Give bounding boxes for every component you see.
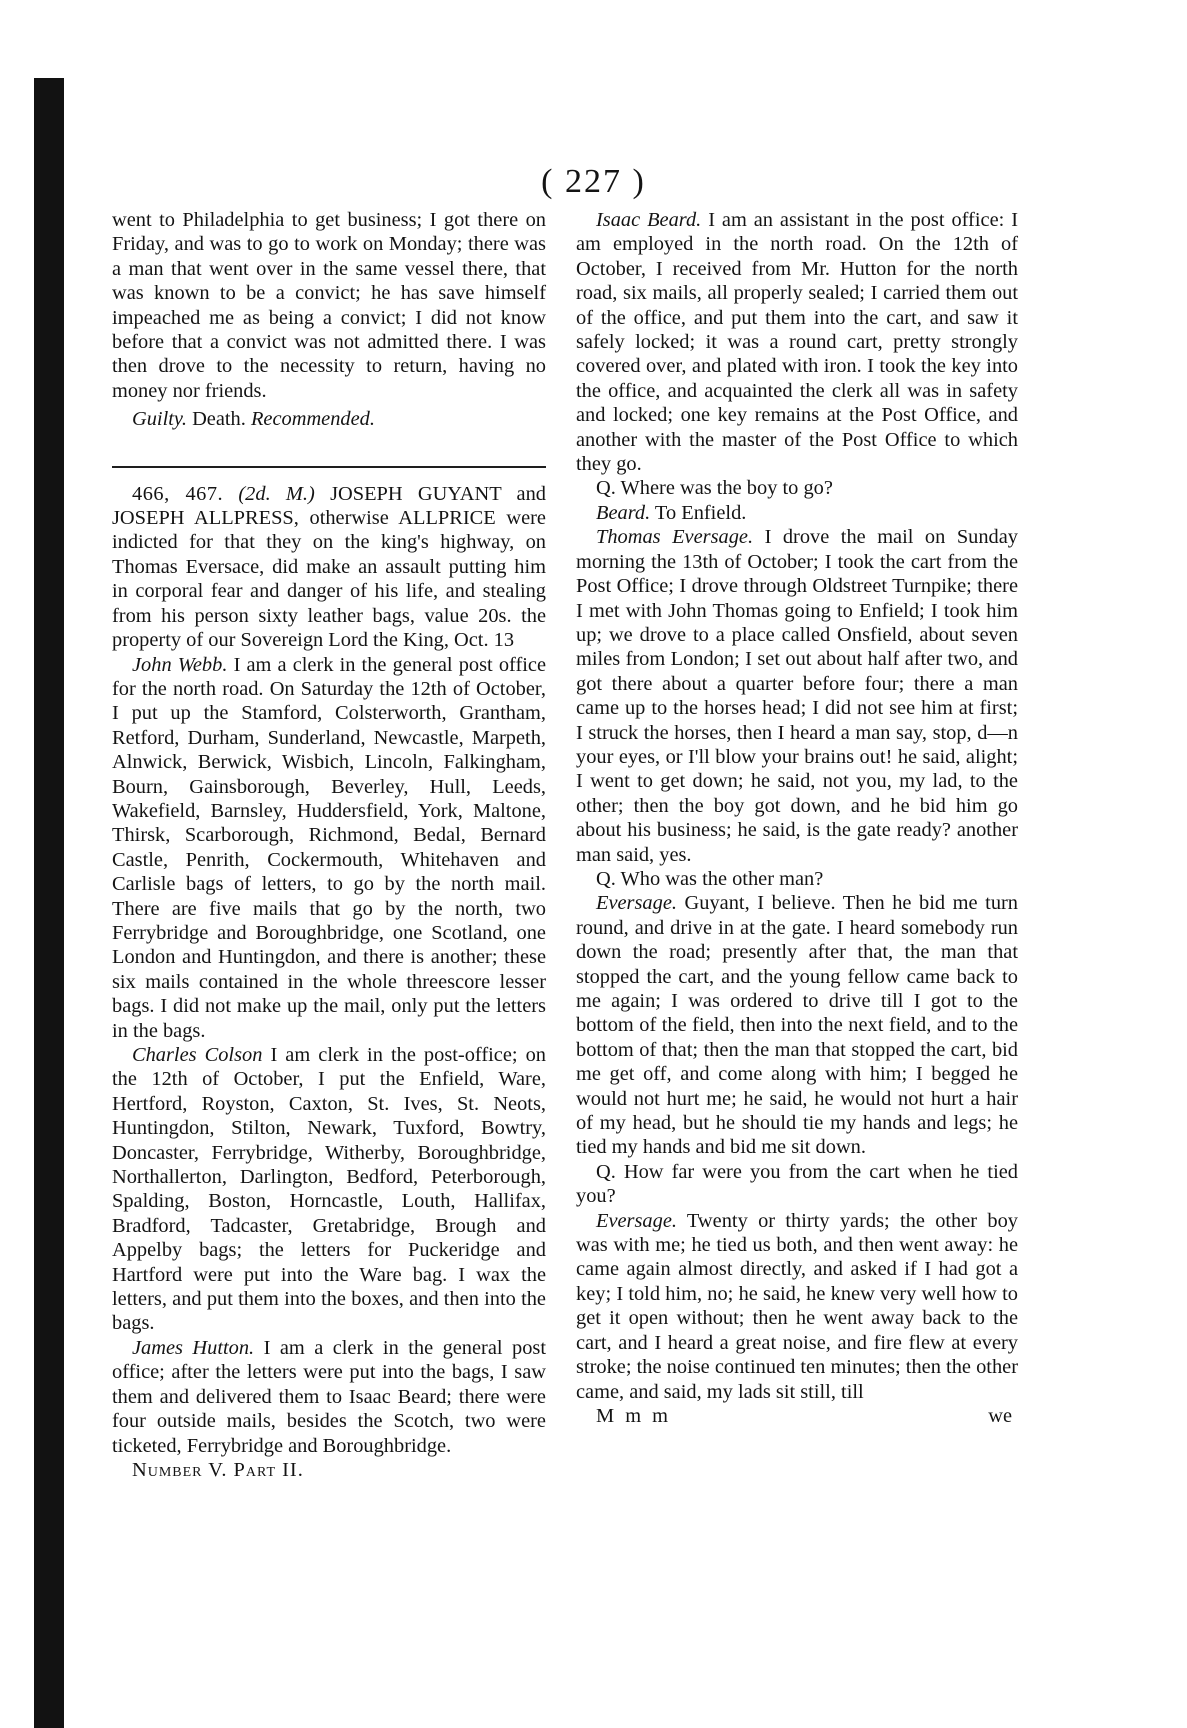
page-number: ( 227 ) [541, 163, 646, 200]
right-paragraphs [576, 208, 1018, 1404]
question-text: Q. Where was the boy to go? [596, 477, 833, 500]
speaker-name: Charles Colson [132, 1044, 263, 1066]
left-column [112, 208, 546, 1482]
speaker-name: James Hutton. [132, 1336, 255, 1359]
verdict-recommended: Recommended. [250, 408, 375, 431]
page-footer-part: Number V. Part II. [132, 1458, 304, 1481]
signature-mark: M m m [596, 1404, 672, 1427]
testimony-paragraph [576, 208, 1018, 476]
testimony-paragraph [576, 891, 1018, 1159]
testimony-text: I am a clerk in the general post office; after the letters were put into the bags, I saw them and delivered them to Isaac Beard; there were four outside mails, besides the Scotch, two were ticketed, Ferrybridge and Boroughbridge. [112, 1336, 546, 1457]
testimony-text: I am an assistant in the post office: I am employed in the north road. On the 12th of October, I received from Mr. Hutton for the north road, six mails, all properly sealed; I carried them out of the office, and put them into the cart, and saw it safely locked; it was a round cart, pretty strongly covered over, and plated with iron. I took the key into the office, and acquainted the clerk all was in safety and locked; one key remains at the Post Office, and another with the master of the Post Office to which they go. [576, 209, 1018, 476]
session-mark: (2d. M.) [238, 482, 315, 505]
page-edge-shadow [34, 78, 64, 1728]
case-heading [112, 482, 546, 653]
speaker-name: John Webb. [132, 653, 228, 676]
question-text: Q. Who was the other man? [596, 867, 824, 890]
case-number: 466, 467. [132, 482, 224, 505]
testimony-paragraph [112, 653, 546, 1044]
right-column [576, 208, 1018, 1428]
section-divider [112, 466, 546, 468]
testimony-text: I drove the mail on Sunday morning the 13th of October; I took the cart from the Post Office; I drove through Oldstreet Turnpike; there I met with John Thomas going to Enfield; I took him up; we drove to a place called Onsfield, about seven miles from London; I set out about half after two, and got there about a quarter before four; there a man came up to the horses head; I did not see him at first; I struck the horses, then I heard a man say, stop, d—n your eyes, or I'll blow your brains out! he said, alight; I went to get down; he said, not you, my lad, to the other; then the boy got down, and he bid him go about his business; he said, is the gate ready? another man said, yes. [576, 526, 1018, 866]
question-text: Q. How far were you from the cart when he tied you? [576, 1160, 1018, 1208]
verdict-death: Death. [192, 408, 246, 431]
testimony-text: To Enfield. [654, 501, 747, 524]
question-paragraph [576, 867, 1018, 891]
verdict-line [112, 407, 546, 431]
testimony-text: Guyant, I believe. Then he bid me turn round, and drive in at the gate. I heard somebody run down the road; presently after that, the man that stopped the cart, and the young fellow came back to me again; I was ordered to drive till I got to the bottom of the field, then into the next field, and to the bottom of that; then the man that stopped the cart, bid me get off, and come along with him; I begged he would not hurt me; he said, he would not hurt a hair of my head, but he should tie my hands and legs; he tied my hands and bid me sit down. [576, 892, 1018, 1159]
speaker-name: Eversage. [596, 1209, 677, 1232]
speaker-name: Eversage. [596, 892, 677, 915]
testimony-paragraph [112, 1336, 546, 1458]
speaker-name: Thomas Eversage. [596, 526, 754, 549]
testimony-text: I am a clerk in the general post office for the north road. On Saturday the 12th of October, I put up the Stamford, Colsterworth, Grantham, Retford, Durham, Sunderland, Newcastle, Marpeth, Alnwick, Berwick, Wisbich, Lincoln, Falkingham, Bourn, Gainsborough, Beverley, Hull, Leeds, Wakefield, Barnsley, Huddersfield, York, Maltone, Thirsk, Scarborough, Richmond, Bedal, Bernard Castle, Penrith, Cockermouth, Whitehaven and Carlisle bags of letters, to go by the north mail. There are five mails that go by the north, two Ferrybridge and Boroughbridge, one Scotland, one London and Huntingdon, and there is another; these six mails contained in the whole threescore lesser bags. I did not make up the mail, only put the letters in the bags. [112, 653, 547, 1042]
catchword: we [988, 1404, 1012, 1427]
testimony-paragraph [112, 1043, 546, 1336]
speaker-name: Beard. [596, 501, 651, 524]
testimony-paragraph [576, 501, 1018, 525]
question-paragraph [576, 1160, 1018, 1209]
speaker-name: Isaac Beard. [596, 209, 702, 231]
question-paragraph [576, 476, 1018, 500]
verdict-guilty: Guilty. [132, 408, 187, 431]
testimony-paragraph [576, 525, 1018, 867]
indictment-text: JOSEPH GUYANT and JOSEPH ALLPRESS, otherwise ALLPRICE were indicted for that they on the king's highway, on Thomas Eversace, did make an assault putting him in corporal fear and danger of his life, and stealing from his person sixty leather bags, value 20s. the property of our Sovereign Lord the King, Oct. 13 [112, 482, 546, 652]
testimony-paragraph [576, 1209, 1018, 1404]
testimony-text: Twenty or thirty yards; the other boy was with me; he tied us both, and then went away: he came again almost directly, and asked if I had got a key; I told him, no; he said, he knew very well how to get it open without; then he went away back to the cart, and I heard a great noise, and fire flew at every stroke; the noise continued ten minutes; then the other came, and said, my lads sit still, till [576, 1209, 1018, 1403]
testimony-text: I am clerk in the post-office; on the 12th of October, I put the Enfield, Ware, Hertford, Royston, Caxton, St. Ives, St. Neots, Huntingdon, Stilton, Newark, Tuxford, Bowtry, Doncaster, Ferrybridge, Witherby, Boroughbridge, Northallerton, Darlington, Bedford, Peterborough, Spalding, Boston, Horncastle, Louth, Hallifax, Bradford, Tadcaster, Gretabridge, Brough and Appelby bags; the letters for Puckeridge and Hartford were put into the Ware bag. I wax the letters, and put them into the boxes, and then into the bags. [112, 1044, 546, 1335]
opening-paragraph: went to Philadelphia to get business; I got there on Friday, and was to go to work on Monday; there was a man that went over in the same vessel there, that was known to be a convict; he has save himself impeached me as being a convict; I did not know before that a convict was not admitted there. I was then drove to the necessity to return, having no money nor friends. [112, 209, 546, 402]
signature-row [576, 1404, 1018, 1428]
